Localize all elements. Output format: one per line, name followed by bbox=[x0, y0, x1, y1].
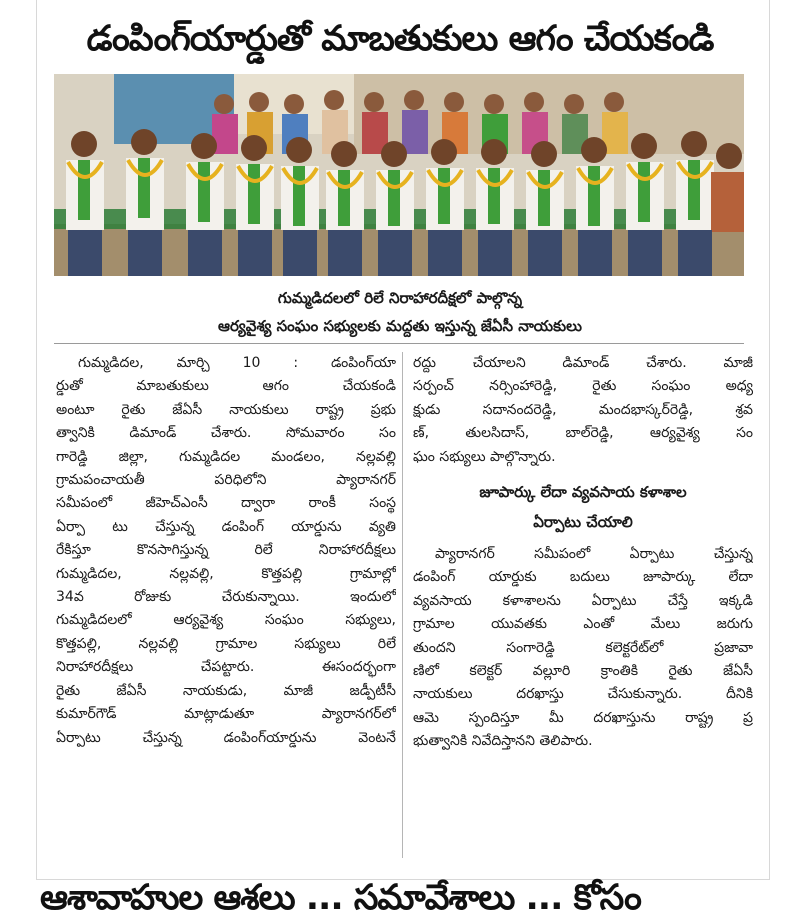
text-line: వ్యవసాయ కళాశాలను ఏర్పాటు చేస్తే ఇక్కడి bbox=[413, 592, 753, 609]
text-line: రేకిస్తూ కొనసాగిస్తున్న రిలే నిరాహారదీక్షలు bbox=[56, 542, 396, 559]
text-line: గ్రామాల యువతకు ఎంతో మేలు జరుగు bbox=[413, 616, 753, 633]
text-line: నిరాహారదీక్షలు చేపట్టారు. ఈసందర్భంగా bbox=[56, 659, 396, 676]
text-line: ఏర్పాటు చేస్తున్న డంపింగ్‌యార్డును వెంటనే bbox=[56, 729, 396, 746]
text-line: ప్యారానగర్ సమీపంలో ఏర్పాటు చేస్తున్న bbox=[435, 546, 753, 563]
right-column bbox=[413, 352, 753, 754]
caption-line-1: గుమ్మడిదలలో రిలే నిరాహారదీక్షలో పాల్గొన్న bbox=[277, 289, 523, 307]
text-line: డంపింగ్ యార్డుకు బదులు జూపార్కు లేదా bbox=[413, 569, 753, 586]
column-divider bbox=[402, 352, 403, 858]
text-line: భుత్వానికి నివేదిస్తానని తెలిపారు. bbox=[413, 733, 593, 750]
subheading-line-2: ఏర్పాటు చేయాలి bbox=[533, 513, 633, 532]
text-line: కుమార్‌గౌడ్ మాట్లాడుతూ ప్యారానగర్‌లో bbox=[56, 706, 396, 723]
photo-caption bbox=[40, 284, 760, 340]
text-line: ణిలో కలెక్టర్ వల్లూరి క్రాంతికి రైతు జేఏసీ bbox=[413, 663, 753, 680]
left-column bbox=[56, 352, 396, 750]
text-line: 34వ రోజుకు చేరుకున్నాయి. ఇందులో bbox=[56, 589, 396, 606]
next-article-headline: ఆశావాహుల ఆశలు ... సమావేశాలు ... కోసం bbox=[40, 878, 641, 918]
left-paragraph bbox=[56, 352, 396, 750]
text-line: సర్పంచ్ నర్సింహారెడ్డి, రైతు సంఘం అధ్య bbox=[413, 378, 753, 395]
subheading-line-1: జూపార్కు లేదా వ్యవసాయ కళాశాల bbox=[479, 483, 687, 502]
text-line: తుందని సంగారెడ్డి కలెక్టరేట్‌లో ప్రజావా bbox=[413, 639, 753, 656]
text-line: త్వానికి డిమాండ్ చేశారు. సోమవారం సం bbox=[56, 425, 396, 442]
text-line: రద్దు చేయాలని డిమాండ్ చేశారు. మాజీ bbox=[413, 355, 753, 371]
article-photo bbox=[54, 74, 744, 276]
text-line: అంటూ రైతు జేఏసీ నాయకులు రాష్ట్ర ప్రభు bbox=[56, 401, 396, 418]
caption-divider bbox=[54, 343, 744, 344]
right-paragraph-top bbox=[413, 352, 753, 469]
text-line: గ్రామపంచాయతీ పరిధిలోని ప్యారానగర్ bbox=[56, 472, 396, 489]
caption-line-2: ఆర్యవైశ్య సంఘం సభ్యులకు మద్దతు ఇస్తున్న జేఏసీ నాయకులు bbox=[218, 317, 582, 335]
text-line: కొత్తపల్లి, నల్లవల్లి గ్రామాల సభ్యులు రిలే bbox=[56, 635, 396, 652]
text-line: ఏర్పా టు చేస్తున్న డంపింగ్ యార్డును వ్యతి bbox=[56, 518, 396, 535]
text-line: క్షుడు సదానందరెడ్డి, మందభాస్కర్‌రెడ్డి, శ్రవ bbox=[413, 401, 753, 418]
subheading bbox=[413, 477, 753, 537]
text-line: గుమ్మడిదల, నల్లవల్లి, కొత్తపల్లి గ్రామాల్లో bbox=[56, 565, 396, 582]
text-line: ణ్, తులసిదాస్, బాల్‌రెడ్డి, ఆర్యవైశ్య సం bbox=[413, 425, 753, 442]
text-line: గారెడ్డి జిల్లా, గుమ్మడిదల మండలం, నల్లవల్లి bbox=[56, 448, 396, 465]
text-line: రైతు జేఏసీ నాయకుడు, మాజీ జడ్పీటీసీ bbox=[56, 682, 396, 699]
text-line: ర్డుతో మాబతుకులు ఆగం చేయకండి bbox=[56, 378, 396, 395]
text-line: ఘం సభ్యులు పాల్గొన్నారు. bbox=[413, 448, 556, 465]
text-line: ఆమె స్పందిస్తూ మీ దరఖాస్తును రాష్ట్ర ప్ర bbox=[413, 709, 753, 726]
article-headline: డంపింగ్‌యార్డుతో మాబతుకులు ఆగం చేయకండి bbox=[86, 19, 714, 59]
right-paragraph-bottom bbox=[413, 543, 753, 754]
text-line: గుమ్మడిదల, మార్చి 10 : డంపింగ్‌యా bbox=[78, 355, 396, 371]
text-line: గుమ్మడిదలలో ఆర్యవైశ్య సంఘం సభ్యులు, bbox=[56, 612, 396, 629]
group-photo-icon bbox=[54, 74, 744, 276]
text-line: సమీపంలో జీహెచ్ఎంసీ ద్వారా రాంకీ సంస్థ bbox=[56, 495, 396, 512]
text-line: నాయకులు దరఖాస్తు చేసుకున్నారు. దీనికి bbox=[413, 686, 753, 703]
